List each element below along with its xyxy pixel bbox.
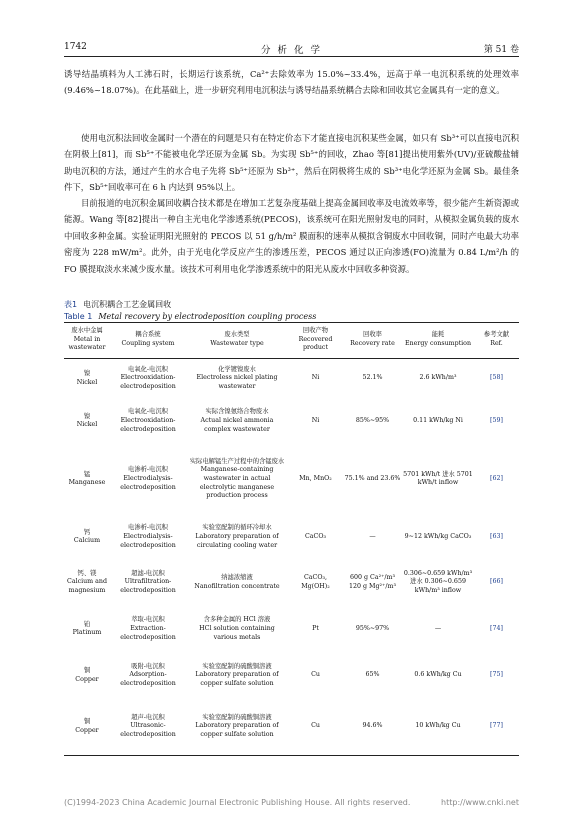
cell-metal-text: Calcium and magnesium <box>67 578 107 595</box>
cell-metal <box>64 606 110 653</box>
table-title-en: Metal recovery by electrodeposition coupling process <box>98 312 317 321</box>
cell-metal-text: 铂 <box>83 620 91 628</box>
cell-product <box>288 444 343 515</box>
page-number: 1742 <box>64 42 87 52</box>
table-row <box>64 653 519 699</box>
cell-metal-text: Calcium <box>73 537 101 545</box>
cell-product-text: Cu <box>311 722 320 730</box>
cell-rate-text: 600 g Ca²⁺/m³ 120 g Mg²⁺/m³ <box>349 574 396 590</box>
cell-product-text: CaCO₃, Mg(OH)₂ <box>301 574 330 590</box>
cell-product <box>288 653 343 699</box>
footer-url: http://www.cnki.net <box>441 798 519 807</box>
cell-system-text: 电渗析-电沉积 <box>128 524 168 532</box>
cell-type-text: 实际电解锰生产过程中的含锰废水 <box>189 457 285 465</box>
table-caption-cn <box>64 299 171 310</box>
cell-type-text: Nanofiltration concentrate <box>194 582 280 590</box>
col-header-system: 耦合系统 Coupling system <box>110 323 186 359</box>
cell-type-text: Laboratory preparation of copper sulfate solution <box>195 722 279 739</box>
cell-ref-text: [59] <box>490 416 503 424</box>
col-header-rate: 回收率 Recovery rate <box>343 323 402 359</box>
cell-rate-text: 52.1% <box>362 374 383 382</box>
cell-metal-text: 铜 <box>83 667 91 675</box>
table-row <box>64 515 519 560</box>
copyright-notice: (C)1994-2023 China Academic Journal Electronic Publishing House. All rights reserved. <box>64 798 411 807</box>
table-row <box>64 358 519 399</box>
cell-ref-text: [66] <box>490 578 503 586</box>
cell-type-text: Laboratory preparation of copper sulfate solution <box>195 671 279 688</box>
cell-type-text: Manganese-containing wastewater in actual electrolytic manganese production process <box>199 466 275 500</box>
cell-product-text: Ni <box>311 416 320 424</box>
cell-system-text: Ultrafiltration-electrodeposition <box>120 578 176 595</box>
cell-type-text: 含多种金属的 HCl 溶液 <box>203 616 271 624</box>
cell-rate-text: 95%~97% <box>355 624 390 632</box>
cell-energy-text: 0.6 kWh/kg Cu <box>414 671 462 679</box>
cell-product <box>288 358 343 399</box>
table-label-cn: 表1 <box>64 300 78 309</box>
cell-system-text: Adsorption-electrodeposition <box>120 671 176 688</box>
cell-energy <box>402 560 474 606</box>
cell-type-text: 实际含镍氨络合物废水 <box>205 408 269 416</box>
cell-metal <box>64 515 110 560</box>
cell-type <box>186 515 288 560</box>
cell-metal <box>64 653 110 699</box>
cell-ref-text: [74] <box>490 624 503 632</box>
cell-system-text: Electrodialysis-electrodeposition <box>120 532 176 549</box>
cell-type <box>186 444 288 515</box>
cell-energy <box>402 444 474 515</box>
cell-metal-text: 钙、镁 <box>77 569 97 577</box>
cell-metal-text: Platinum <box>72 629 102 637</box>
cell-ref <box>474 653 519 699</box>
cell-metal-text: 锰 <box>83 470 91 478</box>
cell-energy-text: 5701 kWh/t 进水 5701 kWh/t inflow <box>403 470 473 487</box>
cell-type-text: Laboratory preparation of circulating cooling water <box>195 532 279 549</box>
cell-metal-text: Nickel <box>76 378 98 386</box>
cell-system <box>110 560 186 606</box>
cell-system-text: Electrooxidation-electrodeposition <box>120 374 176 391</box>
cell-metal-text: Manganese <box>68 479 106 487</box>
cell-system-text: Ultrasonic-electrodeposition <box>120 722 176 739</box>
cell-type <box>186 358 288 399</box>
cell-system <box>110 515 186 560</box>
cell-rate-text: 94.6% <box>362 722 383 730</box>
cell-type-text: 纳滤浓缩液 <box>221 574 253 582</box>
cell-type-text: 实验室配制的循环冷却水 <box>202 524 272 532</box>
cell-type <box>186 653 288 699</box>
header-rule <box>64 56 519 57</box>
cell-metal-text: Nickel <box>76 421 98 429</box>
cell-rate <box>343 444 402 515</box>
table-body <box>64 358 519 755</box>
cell-energy-text: — <box>434 624 442 632</box>
cell-metal-text: Copper <box>75 675 99 683</box>
cell-system <box>110 606 186 653</box>
cell-metal-text: Copper <box>75 726 99 734</box>
cell-energy-text: 9~12 kWh/kg CaCO₃ <box>404 532 472 540</box>
table-row <box>64 699 519 756</box>
cell-system-text: 超滤-电沉积 <box>131 569 165 577</box>
cell-product <box>288 560 343 606</box>
cell-system <box>110 358 186 399</box>
cell-type-text: 化学镀镍废水 <box>218 365 256 373</box>
cell-ref <box>474 399 519 444</box>
cell-rate <box>343 399 402 444</box>
body-paragraph-0: 诱导结晶填料为人工沸石时，长期运行该系统，Ca²⁺去除效率为 15.0%~33.4%，远高于单一电沉积系统的处理效率(9.46%~18.07%)。在此基础上，进一步研究利用电沉积法与诱导结晶系统耦合去除和回收其它金属具有一定的意义。 <box>64 69 519 96</box>
cell-rate <box>343 358 402 399</box>
cell-ref-text: [77] <box>490 722 503 730</box>
journal-title: 分 析 化 学 <box>260 45 323 56</box>
table-row <box>64 560 519 606</box>
cell-type <box>186 606 288 653</box>
cell-type <box>186 399 288 444</box>
cell-type <box>186 699 288 756</box>
cell-ref-text: [63] <box>490 532 503 540</box>
cell-energy <box>402 653 474 699</box>
cell-product <box>288 699 343 756</box>
cell-system <box>110 444 186 515</box>
cell-metal <box>64 699 110 756</box>
cell-system-text: 萃取-电沉积 <box>131 616 165 624</box>
table-header-row <box>64 323 519 359</box>
cell-energy <box>402 515 474 560</box>
cell-type <box>186 560 288 606</box>
cell-ref <box>474 699 519 756</box>
cell-energy <box>402 358 474 399</box>
cell-metal-text: 镍 <box>83 370 91 378</box>
cell-system-text: 电氧化-电沉积 <box>128 365 168 373</box>
cell-ref-text: [58] <box>490 374 503 382</box>
table-label-en: Table 1 <box>64 312 93 321</box>
cell-rate-text: 65% <box>365 671 380 679</box>
cell-rate <box>343 560 402 606</box>
cell-type-text: Electroless nickel plating wastewater <box>196 374 278 391</box>
cell-product-text: Cu <box>311 671 320 679</box>
cell-energy <box>402 606 474 653</box>
cell-product <box>288 606 343 653</box>
cell-metal-text: 钙 <box>83 528 91 536</box>
cell-metal <box>64 444 110 515</box>
cell-product-text: CaCO₃ <box>304 532 327 540</box>
body-paragraph-2: 目前报道的电沉积金属回收耦合技术都是在增加工艺复杂度基础上提高金属回收率及电流效率等，很少能产生新资源或能源。Wang 等[82]提出一种自主光电化学渗透系统(PECOS)，该系统可在阳光照射发电的同时，从模拟金属负载的废水中回收多种金属。实验证明阳光照射的 PECOS 以 51 g/h/m² 膜面积的速率从模拟含铜废水中回收铜，同时产电最大功率密度为 228 mW/m²。此外，由于光电化学反应产生的渗透压差，PECOS 通过以正向渗透(FO)流量为 0.84 L/m²/h 的 FO 膜提取淡水来减少废水量。该技术可利用电化学渗透系统中的阳光从废水中回收多种资源。 <box>64 198 519 274</box>
cell-system-text: 电渗析-电沉积 <box>128 466 168 474</box>
col-header-product: 回收产物 Recovered product <box>288 323 343 359</box>
cell-system-text: Electrooxidation-electrodeposition <box>120 416 176 433</box>
table-row <box>64 444 519 515</box>
col-header-type: 废水类型 Wastewater type <box>186 323 288 359</box>
cell-type-text: HCl solution containing various metals <box>199 624 275 641</box>
cell-type-text: 实验室配制的硫酸铜溶液 <box>202 662 272 670</box>
cell-rate <box>343 515 402 560</box>
cell-product-text: Mn, MnO₂ <box>299 474 332 482</box>
cell-system <box>110 699 186 756</box>
metal-recovery-table <box>64 322 519 756</box>
col-header-metal: 废水中金属 Metal in wastewater <box>64 323 110 359</box>
col-header-ref: 参考文献 Ref. <box>474 323 519 359</box>
cell-product-text: Ni <box>311 374 320 382</box>
table-title-cn: 电沉积耦合工艺金属回收 <box>83 300 172 309</box>
cell-type-text: 实验室配制的硫酸铜溶液 <box>202 713 272 721</box>
cell-ref-text: [62] <box>490 474 503 482</box>
table-row <box>64 606 519 653</box>
cell-energy-text: 0.306~0.659 kWh/m³ 进水 0.306~0.659 kWh/m³ inflow <box>403 569 473 595</box>
table-caption-en <box>64 312 316 321</box>
cell-product <box>288 515 343 560</box>
cell-ref <box>474 444 519 515</box>
cell-system-text: 超声-电沉积 <box>131 713 165 721</box>
cell-metal-text: 镍 <box>83 412 91 420</box>
cell-type-text: Actual nickel ammonia complex wastewater <box>200 416 274 433</box>
cell-system-text: Electrodialysis-electrodeposition <box>120 474 176 491</box>
cell-energy-text: 2.6 kWh/m³ <box>419 374 457 382</box>
volume-label: 第 51 卷 <box>483 45 519 55</box>
cell-energy <box>402 699 474 756</box>
cell-system <box>110 399 186 444</box>
cell-ref <box>474 560 519 606</box>
cell-rate <box>343 606 402 653</box>
col-header-energy: 能耗 Energy consumption <box>402 323 474 359</box>
cell-energy <box>402 399 474 444</box>
cell-metal-text: 铜 <box>83 718 91 726</box>
cell-rate-text: 85%~95% <box>355 416 390 424</box>
cell-ref <box>474 358 519 399</box>
cell-rate-text: 75.1% and 23.6% <box>344 474 401 482</box>
cell-system-text: 电氧化-电沉积 <box>128 408 168 416</box>
cell-rate <box>343 699 402 756</box>
cell-rate <box>343 653 402 699</box>
cell-energy-text: 0.11 kWh/kg Ni <box>413 416 463 424</box>
cell-system-text: 吸附-电沉积 <box>131 662 165 670</box>
cell-ref <box>474 606 519 653</box>
cell-metal <box>64 358 110 399</box>
cell-product-text: Pt <box>312 624 319 632</box>
cell-metal <box>64 399 110 444</box>
cell-ref <box>474 515 519 560</box>
cell-energy-text: 10 kWh/kg Cu <box>415 722 461 730</box>
cell-ref-text: [75] <box>490 671 503 679</box>
cell-system-text: Extraction-electrodeposition <box>120 624 176 641</box>
table-row <box>64 399 519 444</box>
body-paragraph-1: 使用电沉积法回收金属时一个潜在的问题是只有在特定价态下才能直接电沉积某些金属，如只有 Sb³⁺可以直接电沉积在阴极上[81]，而 Sb⁵⁺不能被电化学还原为金属 Sb。为实现 Sb⁵⁺的回收，Zhao 等[81]提出使用紫外(UV)/亚硫酸盐辅助电沉积的方法，通过产生的水合电子先将 Sb⁵⁺还原为 Sb³⁺，然后在阴极将生成的 Sb³⁺电化学还原为金属 Sb。最佳条件下，Sb⁵⁺回收率可在 6 h 内达到 95%以上。 <box>64 133 519 193</box>
cell-rate-text: — <box>369 532 376 540</box>
cell-product <box>288 399 343 444</box>
cell-metal <box>64 560 110 606</box>
cell-system <box>110 653 186 699</box>
